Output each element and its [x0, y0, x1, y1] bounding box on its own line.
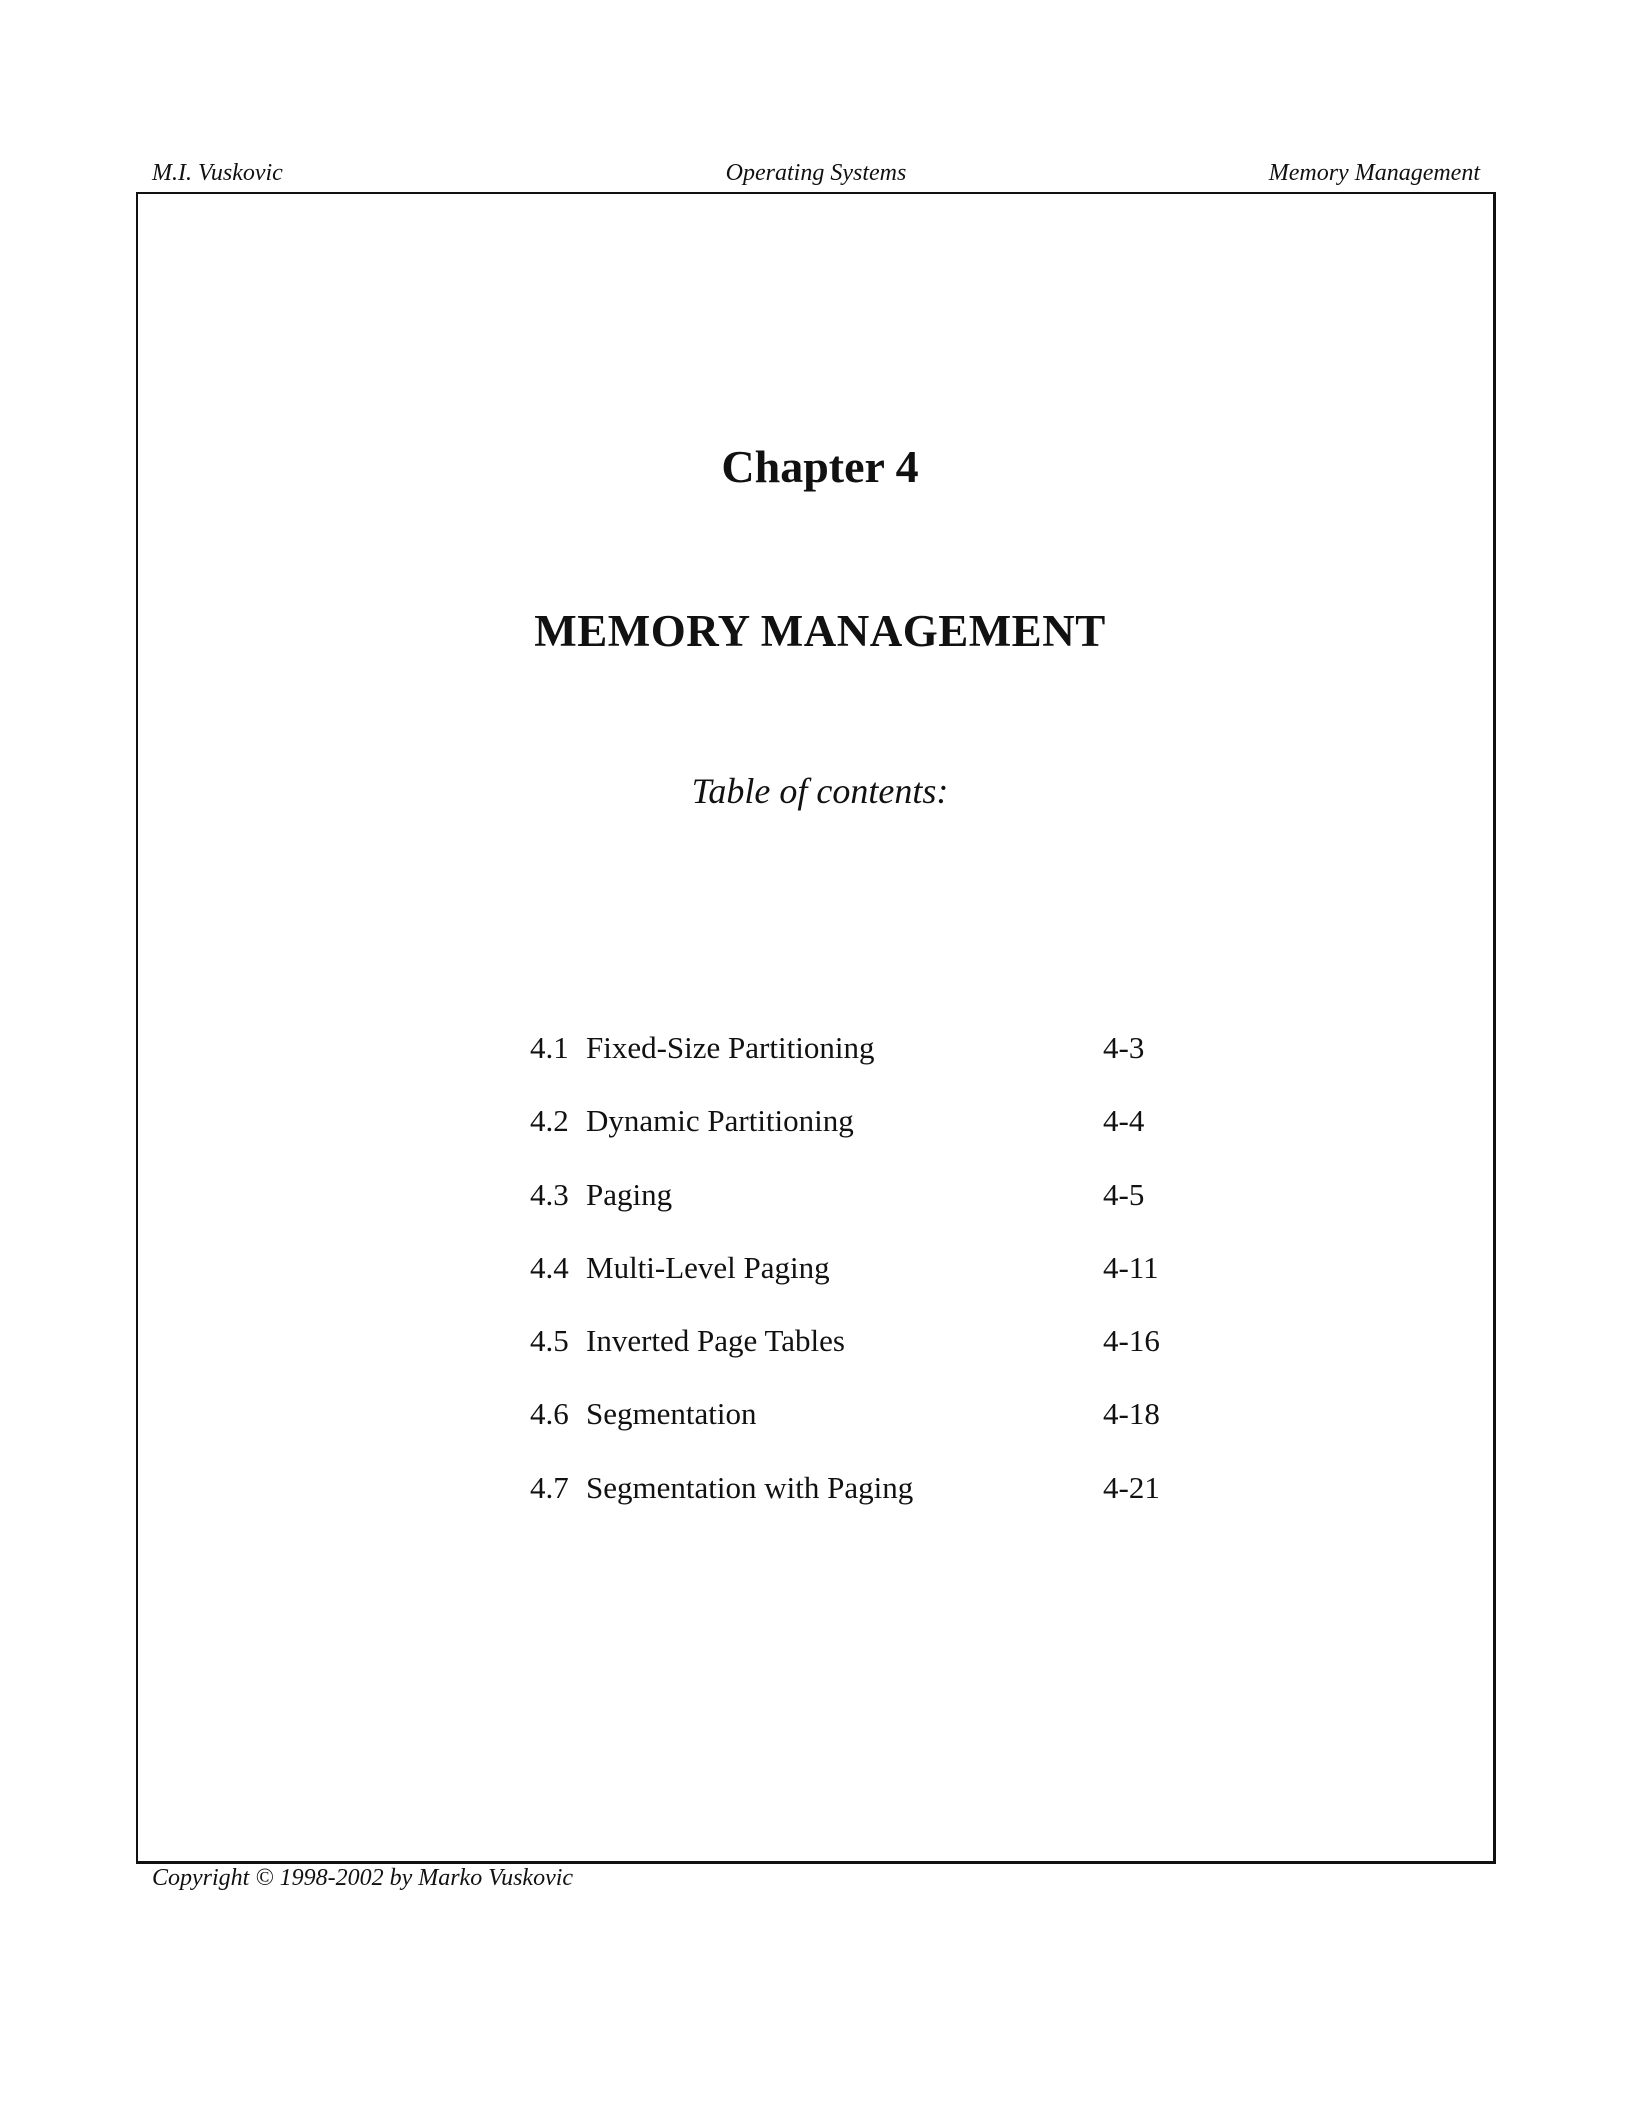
toc-entry-page: 4-11 [1103, 1249, 1159, 1285]
toc-entry-number: 4.4 [530, 1249, 569, 1285]
toc-entry-title: Fixed-Size Partitioning [586, 1030, 875, 1065]
copyright-footer: Copyright © 1998-2002 by Marko Vuskovic [152, 1865, 574, 1891]
toc-entry-title: Multi-Level Paging [586, 1249, 830, 1285]
toc-entry-page: 4-4 [1103, 1103, 1145, 1139]
toc-entry [530, 1323, 1180, 1396]
toc-entry [530, 1030, 1180, 1103]
toc-entry-page: 4-18 [1103, 1396, 1160, 1432]
toc-entry [530, 1250, 1180, 1323]
toc-entry-number: 4.1 [530, 1030, 569, 1065]
toc-entry-title: Inverted Page Tables [586, 1323, 845, 1359]
toc-entry-page: 4-5 [1103, 1176, 1145, 1212]
header-author: M.I. Vuskovic [152, 160, 283, 186]
running-header [150, 160, 1482, 192]
chapter-title: MEMORY MANAGEMENT [534, 606, 1106, 656]
toc-entry [530, 1177, 1180, 1250]
toc-entry-page: 4-21 [1103, 1469, 1160, 1505]
toc-entry [530, 1396, 1180, 1469]
header-course: Operating Systems [725, 160, 907, 186]
toc-entry-page: 4-16 [1103, 1323, 1160, 1359]
toc-entry-page: 4-3 [1103, 1030, 1145, 1065]
toc-entry-number: 4.2 [530, 1103, 569, 1139]
toc-entry-title: Paging [586, 1176, 673, 1212]
toc-entry-title: Segmentation [586, 1396, 757, 1432]
toc-entry-number: 4.3 [530, 1176, 569, 1212]
toc-entry [530, 1103, 1180, 1176]
chapter-label: Chapter 4 [721, 441, 919, 492]
toc-entry [530, 1470, 1180, 1543]
toc-entry-title: Dynamic Partitioning [586, 1103, 854, 1139]
header-topic: Memory Management [1268, 160, 1480, 186]
toc-entry-number: 4.7 [530, 1469, 569, 1505]
toc-entry-title: Segmentation with Paging [586, 1469, 914, 1505]
toc-heading: Table of contents: [691, 771, 949, 811]
toc-entry-number: 4.6 [530, 1396, 569, 1432]
toc-entry-number: 4.5 [530, 1323, 569, 1359]
table-of-contents [530, 1030, 1180, 1543]
